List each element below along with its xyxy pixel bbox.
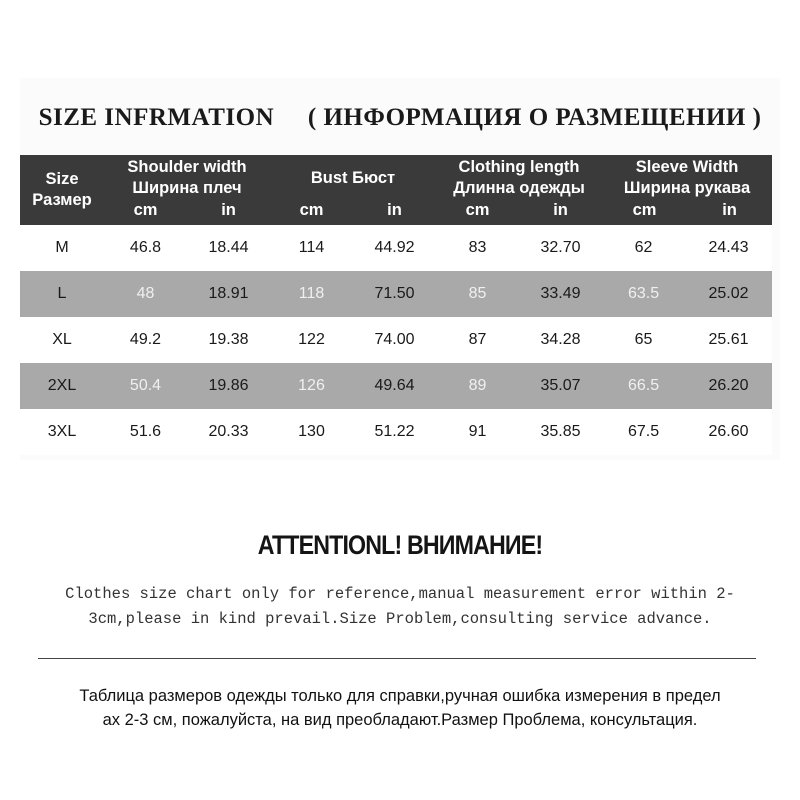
- header-shoulder: Shoulder width Ширина плеч cm in: [104, 155, 270, 225]
- value-cell: 19.38: [187, 317, 270, 363]
- value-cell: 35.85: [519, 409, 602, 455]
- value-cell: 62: [602, 225, 685, 271]
- header-length: Clothing length Длинна одежды cm in: [436, 155, 602, 225]
- unit-cm: cm: [299, 201, 324, 219]
- value-cell: 114: [270, 225, 353, 271]
- table-row-3xl: [20, 409, 772, 455]
- value-cell: 35.07: [519, 363, 602, 409]
- size-cell: 3XL: [20, 409, 104, 455]
- size-info-title: SIZE INFRMATION ( ИНФОРМАЦИЯ О РАЗМЕЩЕНИИ ): [38, 104, 762, 131]
- unit-cm: cm: [632, 201, 657, 219]
- english-note: Clothes size chart only for reference,manual measurement error within 2- 3cm,please in kind prevail.Size Problem,consulting service advance.: [65, 585, 735, 628]
- table-row-m: [20, 225, 772, 271]
- header-bust: Bust Бюст cm in: [270, 155, 436, 225]
- header-sleeve: Sleeve Width Ширина рукава cm in: [602, 155, 772, 225]
- value-cell: 25.02: [685, 271, 772, 317]
- value-cell: 25.61: [685, 317, 772, 363]
- value-cell: 85: [436, 271, 519, 317]
- table-row-xl: [20, 317, 772, 363]
- value-cell: 24.43: [685, 225, 772, 271]
- value-cell: 126: [270, 363, 353, 409]
- table-header-row: [20, 155, 772, 225]
- value-cell: 66.5: [602, 363, 685, 409]
- value-cell: 18.44: [187, 225, 270, 271]
- size-cell: L: [20, 271, 104, 317]
- value-cell: 50.4: [104, 363, 187, 409]
- attention-heading: ATTENTIONL! ВНИМАНИЕ!: [257, 530, 543, 560]
- divider-line: [38, 658, 756, 659]
- unit-cm: cm: [133, 201, 158, 219]
- size-cell: XL: [20, 317, 104, 363]
- value-cell: 48: [104, 271, 187, 317]
- value-cell: 63.5: [602, 271, 685, 317]
- value-cell: 74.00: [353, 317, 436, 363]
- unit-in: in: [553, 201, 568, 219]
- value-cell: 46.8: [104, 225, 187, 271]
- unit-in: in: [722, 201, 737, 219]
- value-cell: 83: [436, 225, 519, 271]
- value-cell: 44.92: [353, 225, 436, 271]
- value-cell: 87: [436, 317, 519, 363]
- value-cell: 89: [436, 363, 519, 409]
- value-cell: 51.6: [104, 409, 187, 455]
- table-row-2xl: [20, 363, 772, 409]
- russian-note: Таблица размеров одежды только для справки,ручная ошибка измерения в предел ах 2-3 см, пожалуйста, на вид преобладают.Размер Проблема, консультация.: [79, 687, 721, 729]
- value-cell: 67.5: [602, 409, 685, 455]
- unit-in: in: [387, 201, 402, 219]
- value-cell: 32.70: [519, 225, 602, 271]
- size-cell: M: [20, 225, 104, 271]
- value-cell: 91: [436, 409, 519, 455]
- value-cell: 20.33: [187, 409, 270, 455]
- value-cell: 26.60: [685, 409, 772, 455]
- value-cell: 118: [270, 271, 353, 317]
- value-cell: 130: [270, 409, 353, 455]
- value-cell: 33.49: [519, 271, 602, 317]
- value-cell: 18.91: [187, 271, 270, 317]
- value-cell: 65: [602, 317, 685, 363]
- value-cell: 49.64: [353, 363, 436, 409]
- value-cell: 26.20: [685, 363, 772, 409]
- size-cell: 2XL: [20, 363, 104, 409]
- unit-in: in: [221, 201, 236, 219]
- header-size: Size Размер: [32, 170, 92, 209]
- value-cell: 71.50: [353, 271, 436, 317]
- value-cell: 34.28: [519, 317, 602, 363]
- unit-cm: cm: [465, 201, 490, 219]
- value-cell: 49.2: [104, 317, 187, 363]
- size-table: [20, 155, 772, 455]
- value-cell: 19.86: [187, 363, 270, 409]
- value-cell: 51.22: [353, 409, 436, 455]
- table-row-l: [20, 271, 772, 317]
- value-cell: 122: [270, 317, 353, 363]
